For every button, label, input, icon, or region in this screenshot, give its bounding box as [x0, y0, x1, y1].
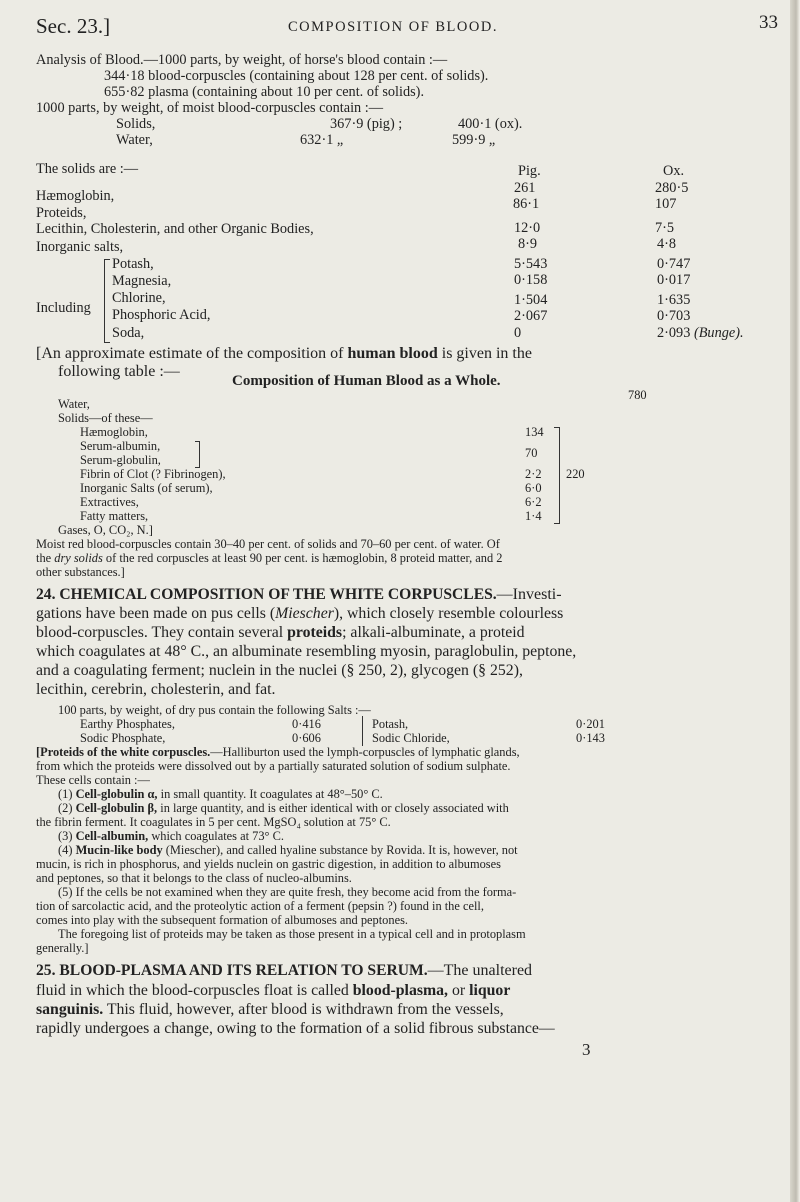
- human-row-label: Fibrin of Clot (? Fibrinogen),: [80, 467, 226, 481]
- proteid-item: (5) If the cells be not examined when they are quite fresh, they become acid from the forma-: [58, 885, 517, 899]
- human-row-value: 70: [525, 446, 538, 460]
- analysis-water-pig: 632·1 „: [300, 132, 344, 148]
- solids-row-ox: 7·5: [655, 220, 675, 236]
- moist-line-3: other substances.]: [36, 565, 125, 579]
- solids-row-label: Lecithin, Cholesterin, and other Organic Bodies,: [36, 221, 314, 237]
- solids-total: 220: [566, 467, 585, 481]
- human-row-value: 134: [525, 425, 544, 439]
- solids-row-label: Inorganic salts,: [36, 239, 124, 255]
- salt-value: 0·416: [292, 717, 321, 731]
- solids-row-pig: 8·9: [518, 236, 538, 252]
- proteid-item: comes into play with the subsequent formation of albumoses and peptones.: [36, 913, 408, 927]
- running-title: COMPOSITION OF BLOOD.: [288, 19, 498, 35]
- salt-label: Sodic Phosphate,: [80, 731, 166, 745]
- proteid-item: (1) Cell-globulin α, in small quantity. It coagulates at 48°–50° C.: [58, 787, 383, 801]
- including-row-ox: 0·703: [657, 308, 691, 324]
- page-edge: [790, 0, 800, 1202]
- human-row-value: 2·2: [525, 467, 542, 481]
- s25-line: fluid in which the blood-corpuscles float is called blood-plasma, or liquor: [36, 982, 511, 999]
- proteid-item: (3) Cell-albumin, which coagulates at 73° C.: [58, 829, 284, 843]
- salt-value: 0·201: [576, 717, 605, 731]
- solids-brace: [554, 427, 560, 524]
- human-row-label: Serum-albumin,: [80, 439, 161, 453]
- including-row-ox: 0·747: [657, 256, 691, 272]
- proteids-line-3: These cells contain :—: [36, 773, 150, 787]
- analysis-line-1: Analysis of Blood.—1000 parts, by weight, of horse's blood contain :—: [36, 52, 448, 68]
- solids-label: Solids—of these—: [58, 411, 153, 425]
- s24-line: which coagulates at 48° C., an albuminate resembling myosin, paraglobulin, peptone,: [36, 643, 577, 660]
- proteid-item: generally.]: [36, 941, 89, 955]
- solids-intro: The solids are :—: [36, 161, 139, 177]
- water-value: 780: [628, 388, 647, 402]
- human-row-label: Hæmoglobin,: [80, 425, 148, 439]
- salt-label: Potash,: [372, 717, 409, 731]
- human-row-label: Extractives,: [80, 495, 139, 509]
- salts-divider: [362, 716, 363, 746]
- page-number: 33: [759, 12, 778, 33]
- including-brace: [104, 259, 110, 343]
- moist-line-1: Moist red blood-corpuscles contain 30–40 per cent. of solids and 70–60 per cent. of water. Of: [36, 537, 500, 551]
- including-row-pig: 0: [514, 325, 522, 341]
- water-label: Water,: [58, 397, 90, 411]
- including-row-pig: 1·504: [514, 292, 548, 308]
- solids-row-ox: 4·8: [657, 236, 677, 252]
- proteid-item: (4) Mucin-like body (Miescher), and called hyaline substance by Rovida. It is, however, not: [58, 843, 518, 857]
- including-row-label: Magnesia,: [112, 273, 172, 289]
- proteid-item: The foregoing list of proteids may be taken as those present in a typical cell and in protoplasm: [58, 927, 526, 941]
- salt-label: Earthy Phosphates,: [80, 717, 175, 731]
- solids-row-label: Proteids,: [36, 205, 87, 221]
- human-row-value: 6·0: [525, 481, 542, 495]
- solids-row-pig: 12·0: [514, 220, 541, 236]
- analysis-solids-label: Solids,: [116, 116, 156, 132]
- including-row-ox: 0·017: [657, 272, 691, 288]
- including-row-label: Phosphoric Acid,: [112, 307, 211, 323]
- estimate-intro-2: following table :—: [58, 363, 180, 380]
- analysis-line-3: 655·82 plasma (containing about 10 per cent. of solids).: [104, 84, 425, 100]
- s25-line: rapidly undergoes a change, owing to the formation of a solid fibrous substance—: [36, 1020, 555, 1037]
- analysis-solids-ox: 400·1 (ox).: [458, 116, 523, 132]
- human-row-value: 1·4: [525, 509, 542, 523]
- section-label: Sec. 23.]: [36, 14, 111, 38]
- section-25-heading: 25. BLOOD-PLASMA AND ITS RELATION TO SERUM.—The unaltered: [36, 962, 533, 979]
- salt-value: 0·143: [576, 731, 605, 745]
- including-row-label: Soda,: [112, 325, 145, 341]
- solids-row-ox: 280·5: [655, 180, 689, 196]
- proteid-item: tion of sarcolactic acid, and the proteolytic action of a ferment (pepsin ?) found in the cell,: [36, 899, 484, 913]
- s24-line: gations have been made on pus cells (Miescher), which closely resemble colourless: [36, 605, 564, 622]
- including-row-label: Potash,: [112, 256, 154, 272]
- proteid-item: mucin, is rich in phosphorus, and yields nuclein on gastric digestion, in addition to albumoses: [36, 857, 501, 871]
- proteids-line-1: [Proteids of the white corpuscles.—Halliburton used the lymph-corpuscles of lymphatic glands,: [36, 745, 520, 759]
- s25-line: sanguinis. This fluid, however, after blood is withdrawn from the vessels,: [36, 1001, 504, 1018]
- col-pig-header: Pig.: [518, 163, 541, 179]
- solids-row-pig: 86·1: [513, 196, 540, 212]
- solids-row-ox: 107: [655, 196, 677, 212]
- analysis-water-ox: 599·9 „: [452, 132, 496, 148]
- proteid-item: and peptones, so that it belongs to the class of nucleo-albumins.: [36, 871, 352, 885]
- human-row-label: Fatty matters,: [80, 509, 149, 523]
- human-row-label: Serum-globulin,: [80, 453, 161, 467]
- including-row-ox: 1·635: [657, 292, 691, 308]
- analysis-solids-pig: 367·9 (pig) ;: [330, 116, 403, 132]
- salts-intro: 100 parts, by weight, of dry pus contain the following Salts :—: [58, 703, 371, 717]
- human-row-label: Inorganic Salts (of serum),: [80, 481, 213, 495]
- including-row-ox: 2·093 (Bunge).: [657, 325, 744, 341]
- gases-line: Gases, O, CO₂, N.]: [58, 523, 153, 537]
- including-row-pig: 5·543: [514, 256, 548, 272]
- s24-line: and a coagulating ferment; nuclein in the nuclei (§ 250, 2), glycogen (§ 252),: [36, 662, 523, 679]
- s24-line: blood-corpuscles. They contain several proteids; alkali-albuminate, a proteid: [36, 624, 525, 641]
- including-row-label: Chlorine,: [112, 290, 166, 306]
- proteid-item: the fibrin ferment. It coagulates in 5 per cent. MgSO₄ solution at 75° C.: [36, 815, 391, 829]
- s24-line: lecithin, cerebrin, cholesterin, and fat.: [36, 681, 276, 698]
- analysis-line-2: 344·18 blood-corpuscles (containing about 128 per cent. of solids).: [104, 68, 489, 84]
- signature-mark: 3: [582, 1040, 591, 1059]
- proteids-line-2: from which the proteids were dissolved out by a partially saturated solution of sodium sulphate.: [36, 759, 511, 773]
- solids-row-pig: 261: [514, 180, 536, 196]
- moist-line-2: the dry solids of the red corpuscles at least 90 per cent. is hæmoglobin, 8 proteid matter, and 2: [36, 551, 503, 565]
- section-24-heading: 24. CHEMICAL COMPOSITION OF THE WHITE CORPUSCLES.—Investi-: [36, 586, 562, 603]
- col-ox-header: Ox.: [663, 163, 685, 179]
- including-label: Including: [36, 300, 91, 316]
- salt-label: Sodic Chloride,: [372, 731, 450, 745]
- serum-brace: [195, 441, 200, 468]
- salt-value: 0·606: [292, 731, 321, 745]
- table-title: Composition of Human Blood as a Whole.: [232, 373, 501, 389]
- solids-row-label: Hæmoglobin,: [36, 188, 115, 204]
- analysis-line-4: 1000 parts, by weight, of moist blood-corpuscles contain :—: [36, 100, 384, 116]
- including-row-pig: 0·158: [514, 272, 548, 288]
- analysis-water-label: Water,: [116, 132, 153, 148]
- including-row-pig: 2·067: [514, 308, 548, 324]
- estimate-intro: [An approximate estimate of the composition of human blood is given in the: [36, 345, 532, 362]
- human-row-value: 6·2: [525, 495, 542, 509]
- proteid-item: (2) Cell-globulin β, in large quantity, and is either identical with or closely associated with: [58, 801, 509, 815]
